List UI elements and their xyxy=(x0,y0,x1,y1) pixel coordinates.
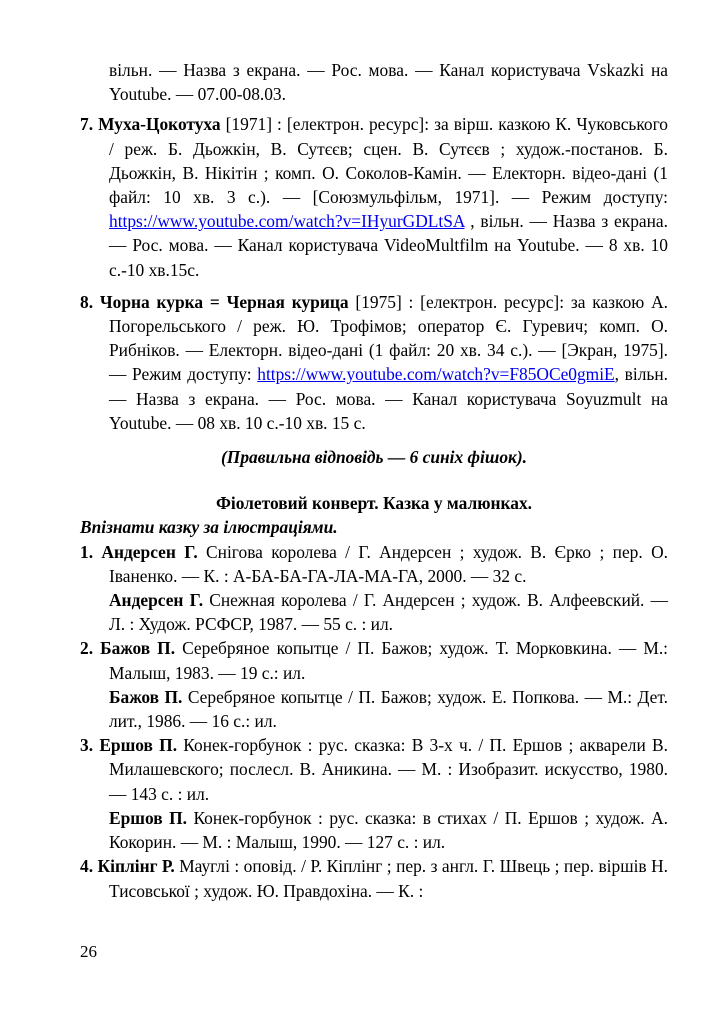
book-3-num: 3. xyxy=(80,735,94,756)
document-page xyxy=(80,58,668,903)
entry-8-link[interactable]: https://www.youtube.com/watch?v=F85OCe0gmiE xyxy=(257,364,615,385)
entry-7-num: 7. xyxy=(80,114,94,135)
task-instruction: Впізнати казку за ілюстраціями. xyxy=(80,517,338,538)
entry-7-link[interactable]: https://www.youtube.com/watch?v=IHyurGDLtSA xyxy=(109,211,465,232)
book-1-alt-author: Андерсен Г. xyxy=(109,590,204,611)
entry-8-text-after: , вільн. — Назва з екрана. — Рос. мова. — Канал користувача Soyuzmult на Youtube. — 08 хв. 10 с.-10 хв. 15 с. xyxy=(109,364,668,433)
entry-8-title: Чорна курка = Черная курица xyxy=(99,291,349,312)
book-3-alt xyxy=(80,806,668,854)
book-1-text: Снігова королева / Г. Андерсен ; худож. В. Єрко ; пер. О. Іваненко. — К. : А-БА-БА-ГА-ЛА-МА-ГА, 2000. — 32 с. xyxy=(109,541,668,586)
book-1-alt xyxy=(80,588,668,636)
book-3-alt-text: Конек-горбунок : рус. сказка: в стихах / П. Ершов ; худож. А. Кокорин. — М. : Малыш, 1990. — 127 с. : ил. xyxy=(109,807,668,853)
book-1-alt-text: Снежная королева / Г. Андерсен ; худож. В. Алфеевский. — Л. : Худож. РСФСР, 1987. — 55 с. : ил. xyxy=(109,590,668,635)
book-1-author: Андерсен Г. xyxy=(101,541,198,562)
book-2-num: 2. xyxy=(80,638,94,659)
book-2-author: Бажов П. xyxy=(100,638,176,659)
entry-7-text: [1971] : [електрон. ресурс]: за вірш. казкою К. Чуковського / реж. Б. Дьожкін, В. Сутєєв; сцен. В. Сутєєв ; худож.-постанов. Б. Дьожкін, В. Нікітін ; комп. О. Соколов-Камін. — Електорн. відео-дані (1 файл: 10 хв. 3 с.). — [Союзмульфільм, 1971]. — Режим доступу: xyxy=(109,114,668,208)
book-1-num: 1. xyxy=(80,541,94,562)
entry-7-text-after: , вільн. — Назва з екрана. — Рос. мова. — Канал користувача VideoMultfilm на Youtube. — 8 хв. 10 с.-10 хв.15с. xyxy=(109,211,668,280)
book-3-alt-author: Ершов П. xyxy=(109,807,187,828)
book-2 xyxy=(80,636,668,684)
book-2-alt-author: Бажов П. xyxy=(109,686,183,707)
book-4-num: 4. xyxy=(80,856,94,877)
book-2-alt xyxy=(80,685,668,733)
entry-7-title: Муха-Цокотуха xyxy=(98,114,221,135)
book-3-author: Ершов П. xyxy=(99,735,178,756)
entry-8-num: 8. xyxy=(80,291,94,312)
book-2-alt-text: Серебряное копытце / П. Бажов; худож. Е. Попкова. — М.: Дет. лит., 1986. — 16 с.: ил. xyxy=(109,686,668,732)
book-4-author: Кіплінг Р. xyxy=(97,856,175,877)
book-3-text: Конек-горбунок : рус. сказка: В 3-х ч. / П. Ершов ; акварели В. Милашевского; послесл. В. Аникина. — М. : Изобразит. искусство, 1980. — 143 с. : ил. xyxy=(109,735,668,804)
book-1 xyxy=(80,540,668,588)
continued-entry-text: вільн. — Назва з екрана. — Рос. мова. — Канал користувача Vskazki на Youtube. — 07.00-08.03. xyxy=(109,60,668,105)
entry-8 xyxy=(80,290,668,435)
book-4 xyxy=(80,854,668,902)
book-3 xyxy=(80,733,668,806)
book-4-text: Мауглі : оповід. / Р. Кіплінг ; пер. з англ. Г. Швець ; пер. віршів Н. Тисовської ; худож. Ю. Правдохіна. — К. : xyxy=(109,856,668,901)
entry-8-text: [1975] : [електрон. ресурс]: за казкою А. Погорельського / реж. Ю. Трофімов; оператор Є. Гуревич; комп. О. Рибніков. — Електорн. відео-дані (1 файл: 20 хв. 34 с.). — [Экран, 1975]. — Режим доступу: xyxy=(109,291,668,385)
envelope-title: Фіолетовий конверт. Казка у малюнках. xyxy=(215,493,533,514)
entry-7 xyxy=(80,112,668,281)
answer-note: (Правильна відповідь — 6 синіх фішок). xyxy=(221,447,527,468)
page-number: 26 xyxy=(80,942,97,961)
book-2-text: Серебряное копытце / П. Бажов; худож. Т. Морковкина. — М.: Малыш, 1983. — 19 с.: ил. xyxy=(109,638,668,683)
